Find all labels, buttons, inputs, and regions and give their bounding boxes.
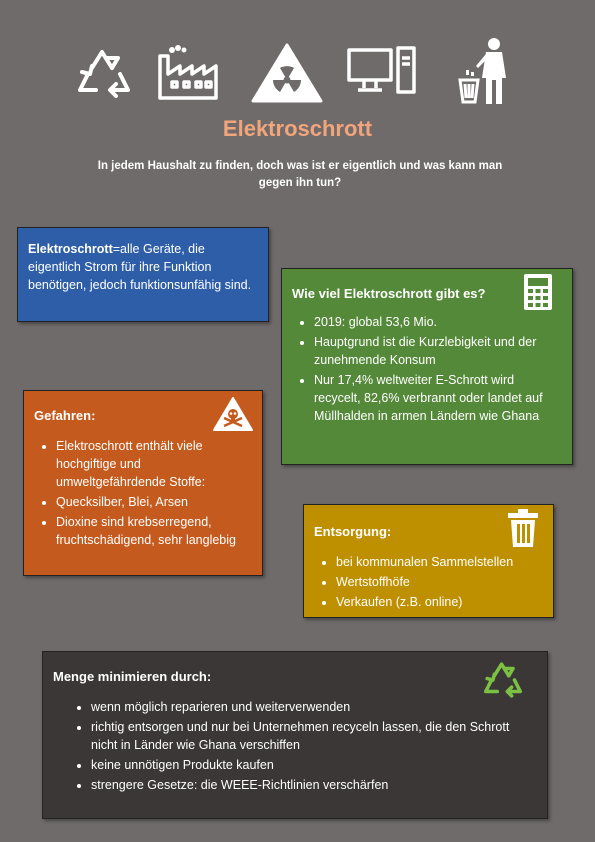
list-item: • wenn möglich reparieren und weiterverwenden (91, 698, 537, 716)
list-item: • Wertstoffhöfe (336, 573, 543, 591)
list-item: • richtig entsorgen und nur bei Unternehmen recyceln lassen, die den Schrott nicht in Länder wie Ghana verschiffen (91, 718, 537, 754)
dangers-list (34, 437, 252, 549)
page-title: Elektroschrott (222, 116, 373, 141)
recycle-icon (72, 44, 136, 104)
disposal-heading: Entsorgung: (314, 524, 392, 539)
list-item: • Dioxine sind krebserregend, fruchtschädigend, sehr langlebig (56, 513, 252, 549)
factory-icon (156, 44, 220, 102)
amount-heading: Wie viel Elektroschrott gibt es? (292, 286, 486, 301)
definition-text: =alle Geräte, die eigentlich Strom für ihre Funktion benötigen, jedoch funktionsunfähig sind. (28, 242, 252, 292)
person-trash-icon (456, 36, 516, 106)
toxic-warning-icon (212, 396, 254, 432)
amount-list (292, 313, 562, 425)
list-item: • 2019: global 53,6 Mio. (314, 313, 562, 331)
list-item: • Quecksilber, Blei, Arsen (56, 493, 252, 511)
minimize-heading: Menge minimieren durch: (53, 669, 212, 684)
page-subtitle: In jedem Haushalt zu finden, doch was ist er eigentlich und was kann man gegen ihn tun? (97, 160, 503, 189)
computer-icon (346, 46, 418, 96)
trash-can-icon (506, 508, 540, 548)
list-item: • keine unnötigen Produkte kaufen (91, 756, 537, 774)
minimize-list (53, 698, 537, 794)
calculator-icon (523, 273, 553, 311)
list-item: • Hauptgrund ist die Kurzlebigkeit und der zunehmende Konsum (314, 333, 562, 369)
definition-box (17, 227, 269, 322)
disposal-list (314, 553, 543, 611)
recycle-green-icon (480, 658, 526, 702)
list-item: • Nur 17,4% weltweiter E-Schrott wird recycelt, 82,6% verbrannt oder landet auf Müllhalden in armen Ländern wie Ghana (314, 371, 562, 425)
definition-term: Elektroschrott (28, 242, 113, 256)
list-item: • Elektroschrott enthält viele hochgiftige und umweltgefährdende Stoffe: (56, 437, 252, 491)
list-item: • Verkaufen (z.B. online) (336, 593, 543, 611)
list-item: • strengere Gesetze: die WEEE-Richtlinien verschärfen (91, 776, 537, 794)
list-item: • bei kommunalen Sammelstellen (336, 553, 543, 571)
minimize-box (42, 651, 548, 819)
radiation-icon (250, 42, 324, 104)
dangers-heading: Gefahren: (34, 408, 96, 423)
